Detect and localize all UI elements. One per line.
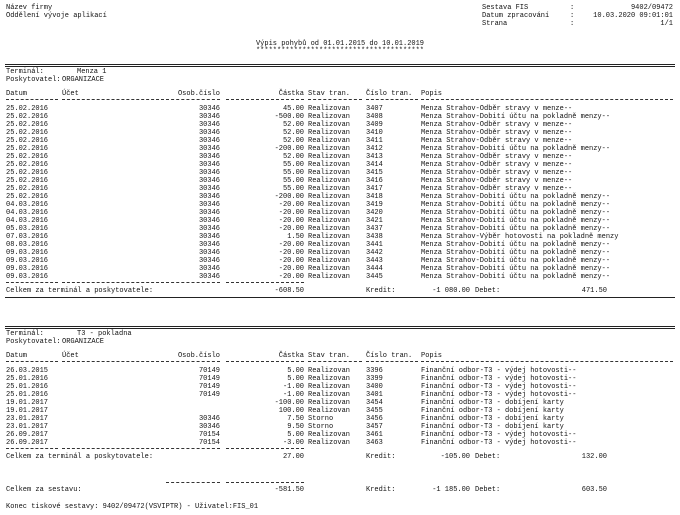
- row-datum: 25.02.2016: [6, 137, 49, 145]
- row-stav: Realizovan: [308, 367, 351, 375]
- row-castka: 5.00: [287, 375, 304, 383]
- row-datum: 25.02.2016: [6, 145, 49, 153]
- row-cislo: 3413: [366, 153, 383, 161]
- report-title: Výpis pohybů od 01.01.2015 do 10.01.2019: [255, 40, 425, 48]
- column-dashes: [62, 361, 164, 362]
- column-dashes: [166, 99, 220, 100]
- row-cislo: 3409: [366, 121, 383, 129]
- row-cislo: 3442: [366, 249, 383, 257]
- row-osob: 70154: [198, 431, 220, 439]
- row-castka: 55.00: [282, 169, 304, 177]
- row-stav: Realizovan: [308, 249, 351, 257]
- row-stav: Realizovan: [308, 193, 351, 201]
- column-dashes: [308, 99, 362, 100]
- row-popis: Menza Strahov-Dobití účtu na pokladně menzy--: [421, 209, 611, 217]
- row-cislo: 3410: [366, 129, 383, 137]
- row-popis: Finanční odbor-T3 - výdej hotovosti--: [421, 439, 577, 447]
- row-osob: 30346: [198, 169, 220, 177]
- row-stav: Realizovan: [308, 121, 351, 129]
- column-header-popis: Popis: [421, 352, 443, 360]
- row-osob: 30346: [198, 145, 220, 153]
- report-label: Sestava FIS: [482, 4, 529, 12]
- column-header-ucet: Účet: [62, 352, 79, 360]
- row-cislo: 3437: [366, 225, 383, 233]
- row-stav: Realizovan: [308, 185, 351, 193]
- row-cislo: 3461: [366, 431, 383, 439]
- column-dashes: [62, 99, 164, 100]
- row-popis: Menza Strahov-Dobití účtu na pokladně menzy--: [421, 257, 611, 265]
- row-datum: 25.02.2016: [6, 113, 49, 121]
- column-dashes: [6, 99, 58, 100]
- processed-label: Datum zpracování: [482, 12, 550, 20]
- column-dashes: [226, 99, 304, 100]
- row-osob: 30346: [198, 257, 220, 265]
- row-cislo: 3399: [366, 375, 383, 383]
- row-osob: 30346: [198, 113, 220, 121]
- row-castka: -20.00: [278, 241, 304, 249]
- row-cislo: 3416: [366, 177, 383, 185]
- row-cislo: 3396: [366, 367, 383, 375]
- row-popis: Menza Strahov-Dobití účtu na pokladně menzy--: [421, 113, 611, 121]
- row-osob: 30346: [198, 423, 220, 431]
- row-cislo: 3400: [366, 383, 383, 391]
- row-popis: Menza Strahov-Odběr stravy v menze--: [421, 105, 573, 113]
- row-castka: 5.00: [287, 367, 304, 375]
- page-colon: :: [570, 20, 575, 28]
- row-popis: Menza Strahov-Odběr stravy v menze--: [421, 153, 573, 161]
- column-header-datum: Datum: [6, 352, 28, 360]
- report-colon: :: [570, 4, 575, 12]
- row-castka: 9.50: [287, 423, 304, 431]
- processed-colon: :: [570, 12, 575, 20]
- row-osob: 30346: [198, 225, 220, 233]
- row-stav: Realizovan: [308, 137, 351, 145]
- row-castka: 45.00: [282, 105, 304, 113]
- row-cislo: 3417: [366, 185, 383, 193]
- row-osob: 30346: [198, 129, 220, 137]
- row-osob: 70149: [198, 367, 220, 375]
- row-castka: 7.50: [287, 415, 304, 423]
- row-datum: 25.02.2016: [6, 177, 49, 185]
- grand-total-value: -581.50: [274, 486, 304, 494]
- row-popis: Finanční odbor-T3 - dobíjení karty: [421, 407, 564, 415]
- subtotal-label: Celkem za terminál a poskytovatele:: [6, 453, 154, 461]
- row-castka: 52.00: [282, 121, 304, 129]
- row-popis: Finanční odbor-T3 - výdej hotovosti--: [421, 431, 577, 439]
- row-cislo: 3463: [366, 439, 383, 447]
- row-stav: Realizovan: [308, 209, 351, 217]
- subtotal-dashes: [62, 448, 164, 449]
- row-stav: Storno: [308, 415, 334, 423]
- row-castka: -20.00: [278, 265, 304, 273]
- subtotal-dashes: [166, 448, 220, 449]
- row-popis: Finanční odbor-T3 - výdej hotovosti--: [421, 375, 577, 383]
- provider-label: Poskytovatel:: [6, 76, 61, 84]
- subtotal-dashes: [166, 282, 220, 283]
- row-datum: 23.01.2017: [6, 415, 49, 423]
- row-popis: Menza Strahov-Dobití účtu na pokladně menzy--: [421, 193, 611, 201]
- provider-name: ORGANIZACE: [62, 338, 105, 346]
- row-cislo: 3411: [366, 137, 383, 145]
- row-stav: Realizovan: [308, 169, 351, 177]
- row-stav: Realizovan: [308, 113, 351, 121]
- row-stav: Realizovan: [308, 399, 351, 407]
- column-dashes: [308, 361, 362, 362]
- row-datum: 26.09.2017: [6, 431, 49, 439]
- row-osob: 30346: [198, 193, 220, 201]
- row-castka: 55.00: [282, 177, 304, 185]
- report-number: 9402/09472: [630, 4, 673, 12]
- row-popis: Finanční odbor-T3 - výdej hotovosti--: [421, 383, 577, 391]
- row-cislo: 3401: [366, 391, 383, 399]
- row-osob: 30346: [198, 201, 220, 209]
- row-popis: Menza Strahov-Odběr stravy v menze--: [421, 177, 573, 185]
- row-osob: 30346: [198, 415, 220, 423]
- row-castka: 100.00: [278, 407, 304, 415]
- row-popis: Menza Strahov-Odběr stravy v menze--: [421, 169, 573, 177]
- row-castka: -20.00: [278, 225, 304, 233]
- row-castka: -20.00: [278, 257, 304, 265]
- subtotal-kredit-value: -1 080.00: [432, 287, 470, 295]
- row-stav: Realizovan: [308, 431, 351, 439]
- grand-total-debet-value: 603.50: [581, 486, 607, 494]
- column-header-ucet: Účet: [62, 90, 79, 98]
- column-dashes: [366, 361, 418, 362]
- row-stav: Realizovan: [308, 241, 351, 249]
- row-datum: 19.01.2017: [6, 407, 49, 415]
- row-castka: -3.00: [282, 439, 304, 447]
- row-stav: Realizovan: [308, 257, 351, 265]
- row-popis: Menza Strahov-Dobití účtu na pokladně menzy--: [421, 265, 611, 273]
- row-cislo: 3444: [366, 265, 383, 273]
- row-osob: 30346: [198, 121, 220, 129]
- column-header-castka: Částka: [278, 352, 304, 360]
- row-castka: -500.00: [274, 113, 304, 121]
- grand-total-dashes: [226, 482, 304, 483]
- row-osob: 30346: [198, 217, 220, 225]
- row-cislo: 3420: [366, 209, 383, 217]
- column-dashes: [226, 361, 304, 362]
- row-datum: 25.02.2016: [6, 161, 49, 169]
- row-osob: 30346: [198, 273, 220, 281]
- subtotal-dashes: [6, 448, 58, 449]
- column-header-castka: Částka: [278, 90, 304, 98]
- row-osob: 30346: [198, 161, 220, 169]
- row-osob: 70149: [198, 383, 220, 391]
- row-datum: 25.01.2016: [6, 375, 49, 383]
- row-castka: -20.00: [278, 209, 304, 217]
- subtotal-dashes: [226, 448, 304, 449]
- row-castka: 52.00: [282, 137, 304, 145]
- row-stav: Realizovan: [308, 383, 351, 391]
- row-popis: Menza Strahov-Dobití účtu na pokladně menzy--: [421, 273, 611, 281]
- title-underline: ****************************************: [255, 47, 425, 55]
- provider-label: Poskytovatel:: [6, 338, 61, 346]
- row-cislo: 3445: [366, 273, 383, 281]
- column-header-osob: Osob.číslo: [177, 90, 220, 98]
- row-popis: Finanční odbor-T3 - výdej hotovosti--: [421, 367, 577, 375]
- subtotal-dashes: [6, 282, 58, 283]
- terminal-label: Terminál:: [6, 68, 44, 76]
- column-header-stav: Stav tran.: [308, 90, 351, 98]
- row-osob: 30346: [198, 137, 220, 145]
- row-osob: 30346: [198, 209, 220, 217]
- row-osob: 30346: [198, 265, 220, 273]
- row-stav: Realizovan: [308, 273, 351, 281]
- row-datum: 07.03.2016: [6, 233, 49, 241]
- column-header-osob: Osob.číslo: [177, 352, 220, 360]
- subtotal-dashes: [62, 282, 164, 283]
- subtotal-kredit-label: Kredit:: [366, 453, 396, 461]
- subtotal-kredit-value: -105.00: [440, 453, 470, 461]
- terminal-name: T3 - pokladna: [77, 330, 132, 338]
- row-datum: 25.01.2016: [6, 383, 49, 391]
- subtotal-dashes: [226, 282, 304, 283]
- row-osob: 30346: [198, 177, 220, 185]
- row-castka: -20.00: [278, 249, 304, 257]
- page-label: Strana: [482, 20, 508, 28]
- row-popis: Menza Strahov-Dobití účtu na pokladně menzy--: [421, 225, 611, 233]
- row-stav: Realizovan: [308, 201, 351, 209]
- row-cislo: 3418: [366, 193, 383, 201]
- row-castka: -20.00: [278, 201, 304, 209]
- row-castka: -200.00: [274, 145, 304, 153]
- row-popis: Menza Strahov-Dobití účtu na pokladně menzy--: [421, 201, 611, 209]
- row-popis: Menza Strahov-Odběr stravy v menze--: [421, 185, 573, 193]
- row-datum: 04.03.2016: [6, 201, 49, 209]
- column-dashes: [166, 361, 220, 362]
- processed-datetime: 10.03.2020 09:01:01: [593, 12, 673, 20]
- row-stav: Realizovan: [308, 153, 351, 161]
- column-header-cislo: Číslo tran.: [366, 90, 413, 98]
- row-castka: -20.00: [278, 217, 304, 225]
- row-stav: Realizovan: [308, 391, 351, 399]
- row-datum: 09.03.2016: [6, 249, 49, 257]
- row-cislo: 3415: [366, 169, 383, 177]
- row-datum: 04.03.2016: [6, 209, 49, 217]
- column-dashes: [6, 361, 58, 362]
- page-number: 1/1: [660, 20, 673, 28]
- row-datum: 25.02.2016: [6, 105, 49, 113]
- row-popis: Menza Strahov-Výběr hotovosti na pokladně menzy: [421, 233, 619, 241]
- row-cislo: 3412: [366, 145, 383, 153]
- row-stav: Realizovan: [308, 161, 351, 169]
- row-popis: Menza Strahov-Odběr stravy v menze--: [421, 129, 573, 137]
- row-popis: Finanční odbor-T3 - dobíjení karty: [421, 423, 564, 431]
- row-castka: 1.50: [287, 233, 304, 241]
- row-stav: Realizovan: [308, 217, 351, 225]
- subtotal-debet-label: Debet:: [475, 287, 501, 295]
- row-stav: Realizovan: [308, 145, 351, 153]
- row-datum: 23.01.2017: [6, 423, 49, 431]
- section-end-rule: [5, 297, 675, 298]
- row-stav: Realizovan: [308, 375, 351, 383]
- grand-total-dashes: [166, 482, 220, 483]
- row-cislo: 3419: [366, 201, 383, 209]
- row-datum: 04.03.2016: [6, 217, 49, 225]
- subtotal-kredit-label: Kredit:: [366, 287, 396, 295]
- row-stav: Realizovan: [308, 265, 351, 273]
- row-cislo: 3457: [366, 423, 383, 431]
- row-datum: 05.03.2016: [6, 225, 49, 233]
- column-header-cislo: Číslo tran.: [366, 352, 413, 360]
- provider-name: ORGANIZACE: [62, 76, 105, 84]
- row-popis: Menza Strahov-Dobití účtu na pokladně menzy--: [421, 241, 611, 249]
- row-osob: 30346: [198, 233, 220, 241]
- grand-total-kredit-value: -1 185.00: [432, 486, 470, 494]
- row-osob: 30346: [198, 241, 220, 249]
- subtotal-debet-value: 132.00: [581, 453, 607, 461]
- row-stav: Realizovan: [308, 129, 351, 137]
- subtotal-debet-label: Debet:: [475, 453, 501, 461]
- column-dashes: [366, 99, 418, 100]
- terminal-name: Menza 1: [77, 68, 107, 76]
- row-datum: 25.02.2016: [6, 185, 49, 193]
- row-castka: 55.00: [282, 185, 304, 193]
- row-cislo: 3456: [366, 415, 383, 423]
- section-double-rule: [5, 326, 675, 329]
- terminal-label: Terminál:: [6, 330, 44, 338]
- row-datum: 26.03.2015: [6, 367, 49, 375]
- row-datum: 09.03.2016: [6, 273, 49, 281]
- subtotal-label: Celkem za terminál a poskytovatele:: [6, 287, 154, 295]
- row-cislo: 3414: [366, 161, 383, 169]
- subtotal-debet-value: 471.50: [581, 287, 607, 295]
- row-cislo: 3441: [366, 241, 383, 249]
- section-double-rule: [5, 64, 675, 67]
- row-cislo: 3455: [366, 407, 383, 415]
- row-osob: 70149: [198, 391, 220, 399]
- row-stav: Realizovan: [308, 177, 351, 185]
- row-datum: 25.02.2016: [6, 153, 49, 161]
- row-castka: -200.00: [274, 193, 304, 201]
- row-castka: -1.00: [282, 391, 304, 399]
- grand-total-kredit-label: Kredit:: [366, 486, 396, 494]
- row-stav: Realizovan: [308, 407, 351, 415]
- grand-total-label: Celkem za sestavu:: [6, 486, 82, 494]
- row-popis: Finanční odbor-T3 - dobíjení karty: [421, 399, 564, 407]
- grand-total-debet-label: Debet:: [475, 486, 501, 494]
- row-stav: Realizovan: [308, 233, 351, 241]
- row-stav: Realizovan: [308, 439, 351, 447]
- row-datum: 19.01.2017: [6, 399, 49, 407]
- company-name: Název firmy: [6, 4, 53, 12]
- row-cislo: 3443: [366, 257, 383, 265]
- row-popis: Menza Strahov-Odběr stravy v menze--: [421, 161, 573, 169]
- row-datum: 25.01.2016: [6, 391, 49, 399]
- row-datum: 25.02.2016: [6, 193, 49, 201]
- department-name: Oddělení vývoje aplikací: [6, 12, 107, 20]
- row-castka: 55.00: [282, 161, 304, 169]
- report-end-footer: Konec tiskové sestavy: 9402/09472(VSVIPTR) - Uživatel:FIS_01: [6, 503, 259, 511]
- row-osob: 30346: [198, 185, 220, 193]
- row-castka: 52.00: [282, 129, 304, 137]
- column-dashes: [421, 361, 673, 362]
- row-castka: -20.00: [278, 273, 304, 281]
- row-datum: 25.02.2016: [6, 129, 49, 137]
- row-castka: -100.00: [274, 399, 304, 407]
- row-stav: Storno: [308, 423, 334, 431]
- row-datum: 25.02.2016: [6, 169, 49, 177]
- column-dashes: [421, 99, 673, 100]
- row-popis: Finanční odbor-T3 - výdej hotovosti--: [421, 391, 577, 399]
- row-osob: 30346: [198, 153, 220, 161]
- row-castka: 52.00: [282, 153, 304, 161]
- row-castka: 5.00: [287, 431, 304, 439]
- row-cislo: 3438: [366, 233, 383, 241]
- row-datum: 25.02.2016: [6, 121, 49, 129]
- row-popis: Menza Strahov-Odběr stravy v menze--: [421, 121, 573, 129]
- column-header-popis: Popis: [421, 90, 443, 98]
- row-osob: 70149: [198, 375, 220, 383]
- row-stav: Realizovan: [308, 105, 351, 113]
- row-datum: 09.03.2016: [6, 265, 49, 273]
- row-popis: Menza Strahov-Odběr stravy v menze--: [421, 137, 573, 145]
- row-stav: Realizovan: [308, 225, 351, 233]
- row-popis: Menza Strahov-Dobití účtu na pokladně menzy--: [421, 145, 611, 153]
- row-datum: 08.03.2016: [6, 241, 49, 249]
- row-osob: 30346: [198, 249, 220, 257]
- subtotal-value: -608.50: [274, 287, 304, 295]
- row-popis: Menza Strahov-Dobití účtu na pokladně menzy--: [421, 249, 611, 257]
- row-cislo: 3454: [366, 399, 383, 407]
- row-osob: 70154: [198, 439, 220, 447]
- row-cislo: 3421: [366, 217, 383, 225]
- row-datum: 26.09.2017: [6, 439, 49, 447]
- row-cislo: 3408: [366, 113, 383, 121]
- row-castka: -1.00: [282, 383, 304, 391]
- subtotal-value: 27.00: [282, 453, 304, 461]
- row-popis: Finanční odbor-T3 - dobíjení karty: [421, 415, 564, 423]
- column-header-stav: Stav tran.: [308, 352, 351, 360]
- row-cislo: 3407: [366, 105, 383, 113]
- row-datum: 09.03.2016: [6, 257, 49, 265]
- row-popis: Menza Strahov-Dobití účtu na pokladně menzy--: [421, 217, 611, 225]
- column-header-datum: Datum: [6, 90, 28, 98]
- row-osob: 30346: [198, 105, 220, 113]
